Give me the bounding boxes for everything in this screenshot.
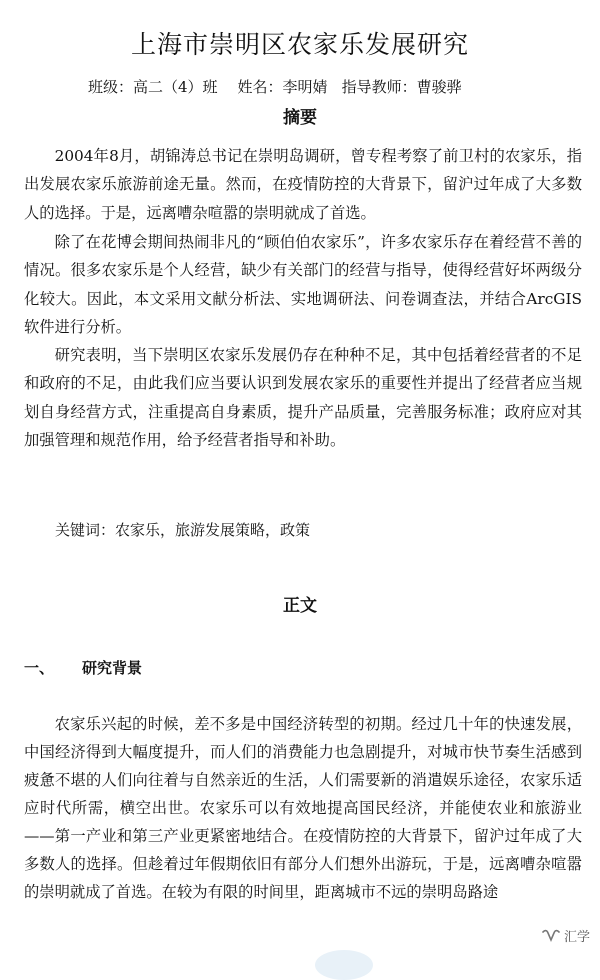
abstract-paragraph-2: 除了在花博会期间热闹非凡的“顾伯伯农家乐”，许多农家乐存在着经营不善的情况。很多农家乐是个人经营，缺少有关部门的经营与指导，使得经营好坏两级分化较大。因此，本文采用文献分析法、实地调研法、问卷调查法，并结合ArcGIS软件进行分析。 [24,233,582,336]
body-paragraph-1: 农家乐兴起的时候，差不多是中国经济转型的初期。经过几十年的快速发展，中国经济得到大幅度提升，而人们的消费能力也急剧提升，对城市快节奏生活感到疲惫不堪的人们向往着与自然亲近的生活，人们需要新的消遣娱乐途径，农家乐适应时代所需，横空出世。农家乐可以有效地提高国民经济，并能使农业和旅游业——第一产业和第三产业更紧密地结合。在疫情防控的大背景下，留沪过年成了大多数人的选择。但趁着过年假期依旧有部分人们想外出游玩，于是，远离嘈杂喧嚣的崇明就成了首选。在较为有限的时间里，距离城市不远的崇明岛路途 [24,715,582,901]
class-label: 班级：高二（4）班 [88,78,218,96]
abstract-paragraph-3: 研究表明，当下崇明区农家乐发展仍存在种种不足，其中包括着经营者的不足和政府的不足，由此我们应当要认识到发展农家乐的重要性并提出了经营者应当规划自身经营方式，注重提高自身素质，提升产品质量，完善服务标准；政府应对其加强管理和规范作用，给予经营者指导和补助。 [24,346,582,449]
watermark-text: 汇学 [563,930,590,945]
abstract-paragraph-1: 2004年8月，胡锦涛总书记在崇明岛调研，曾专程考察了前卫村的农家乐，指出发展农家乐旅游前途无量。然而，在疫情防控的大背景下，留沪过年成了大多数人的选择。于是，远离嘈杂喧嚣的崇明就成了首选。 [24,147,582,222]
decorative-blob [315,950,373,980]
student-name-label: 姓名：李明婧 [237,78,328,96]
section-1-heading [24,657,142,679]
document-title: 上海市崇明区农家乐发展研究 [130,30,469,59]
abstract-heading: 摘要 [283,108,317,128]
wechat-channel-icon [542,929,560,943]
section-1-number: 一、 [24,659,55,677]
author-info-line [88,76,462,98]
watermark [542,926,590,945]
body-heading: 正文 [283,596,317,616]
advisor-label: 指导教师：曹骏骅 [341,78,462,96]
keywords-line: 关键词：农家乐，旅游发展策略，政策 [55,521,311,539]
section-1-title: 研究背景 [82,659,143,677]
